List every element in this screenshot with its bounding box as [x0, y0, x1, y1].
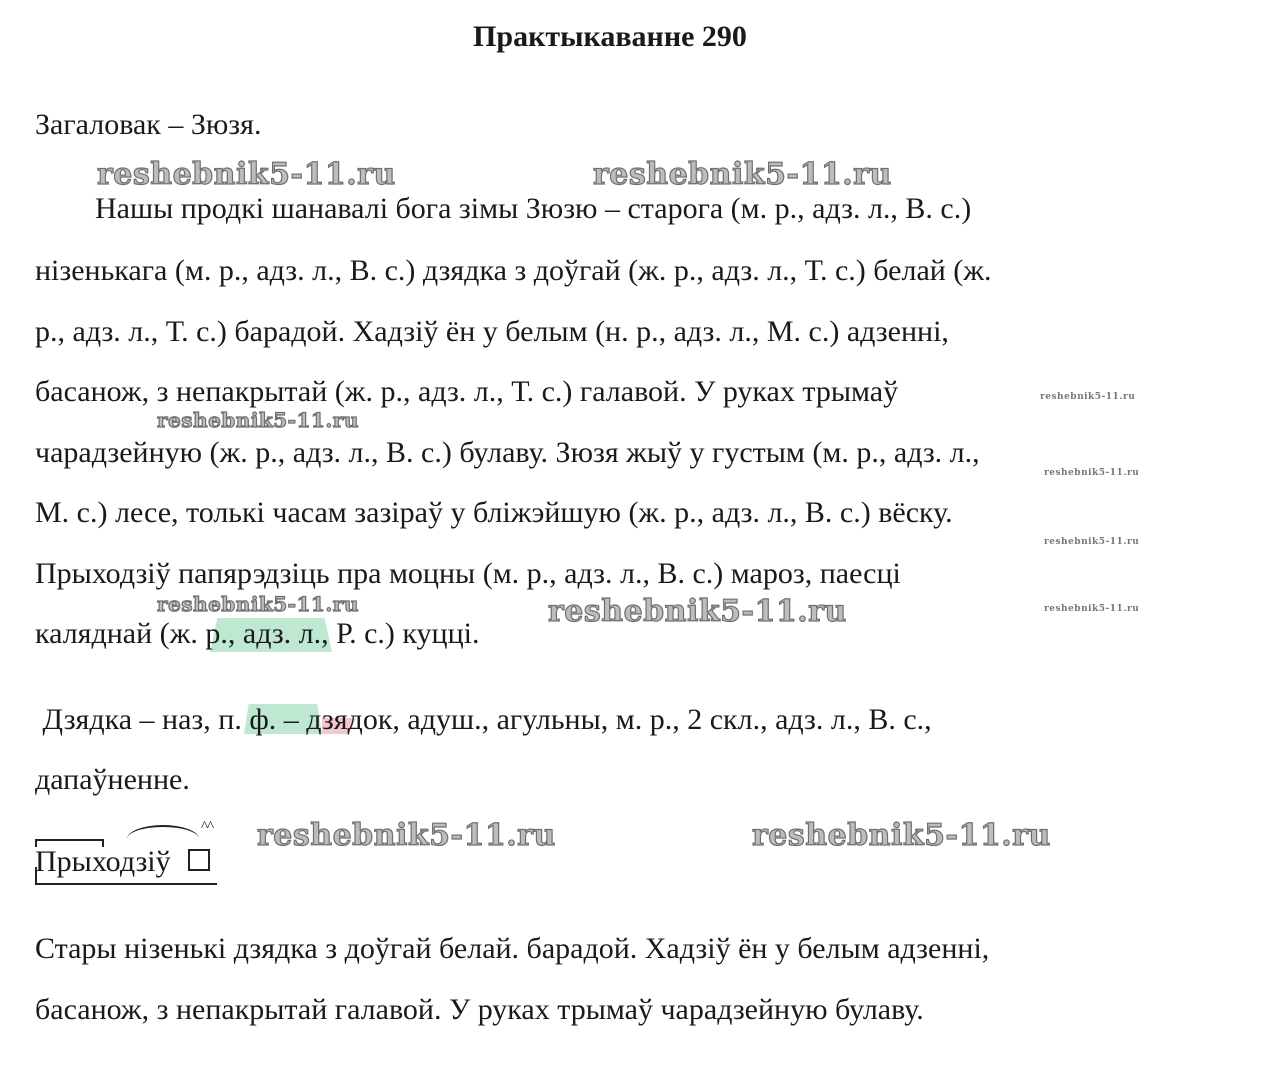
watermark: reshebnik5-11.ru — [1044, 537, 1140, 547]
watermark: reshebnik5-11.ru — [157, 592, 359, 616]
paragraph-line-3: р., адз. л., Т. с.) барадой. Хадзіў ён у белым (н. р., адз. л., М. с.) адзенні, — [35, 315, 949, 348]
zero-ending-square-icon — [188, 849, 210, 871]
analysis-line-1: Дзядка – наз, п. ф. – дзядок, адуш., агульны, м. р., 2 скл., адз. л., В. с., — [35, 703, 932, 736]
paragraph-line-2: нізенькага (м. р., адз. л., В. с.) дзядка з доўгай (ж. р., адз. л., Т. с.) белай (ж. — [35, 254, 992, 287]
paragraph-line-6: М. с.) лесе, толькі часам зазіраў у бліжэйшую (ж. р., адз. л., В. с.) вёску. — [35, 496, 953, 529]
heading-line: Загаловак – Зюзя. — [35, 108, 262, 141]
watermark: reshebnik5-11.ru — [1040, 392, 1136, 402]
watermark: reshebnik5-11.ru — [157, 408, 359, 432]
paragraph-line-8: каляднай (ж. р., адз. л., Р. с.) куцці. — [35, 617, 480, 650]
morph-word: Прыходзіў — [35, 845, 171, 878]
page-title: Практыкаванне 290 — [473, 20, 747, 53]
watermark: reshebnik5-11.ru — [1044, 468, 1140, 478]
morph-word-wrap — [35, 819, 214, 879]
watermark: reshebnik5-11.ru — [593, 157, 892, 192]
analysis-line-2: дапаўненне. — [35, 763, 190, 796]
paragraph-line-7: Прыходзіў папярэдзіць пра моцны (м. р., адз. л., В. с.) мароз, паесці — [35, 557, 901, 590]
watermark: reshebnik5-11.ru — [752, 818, 1051, 853]
paragraph-line-5: чарадзейную (ж. р., адз. л., В. с.) булаву. Зюзя жыў у густым (м. р., адз. л., — [35, 436, 980, 469]
watermark: reshebnik5-11.ru — [548, 594, 847, 629]
paragraph-line-4: басанож, з непакрытай (ж. р., адз. л., Т. с.) галавой. У руках трымаў — [35, 375, 899, 408]
morpheme-analysis — [35, 819, 214, 879]
suffix-caret-icon: ^^ — [201, 819, 214, 835]
watermark: reshebnik5-11.ru — [257, 818, 556, 853]
prefix-mark — [35, 839, 104, 847]
watermark: reshebnik5-11.ru — [97, 157, 396, 192]
final-line-2: басанож, з непакрытай галавой. У руках трымаў чарадзейную булаву. — [35, 993, 924, 1026]
watermark: reshebnik5-11.ru — [1044, 604, 1140, 614]
final-line-1: Стары нізенькі дзядка з доўгай белай. барадой. Хадзіў ён у белым адзенні, — [35, 932, 990, 965]
paragraph-line-1: Нашы продкі шанавалі бога зімы Зюзю – старога (м. р., адз. л., В. с.) — [35, 192, 972, 225]
